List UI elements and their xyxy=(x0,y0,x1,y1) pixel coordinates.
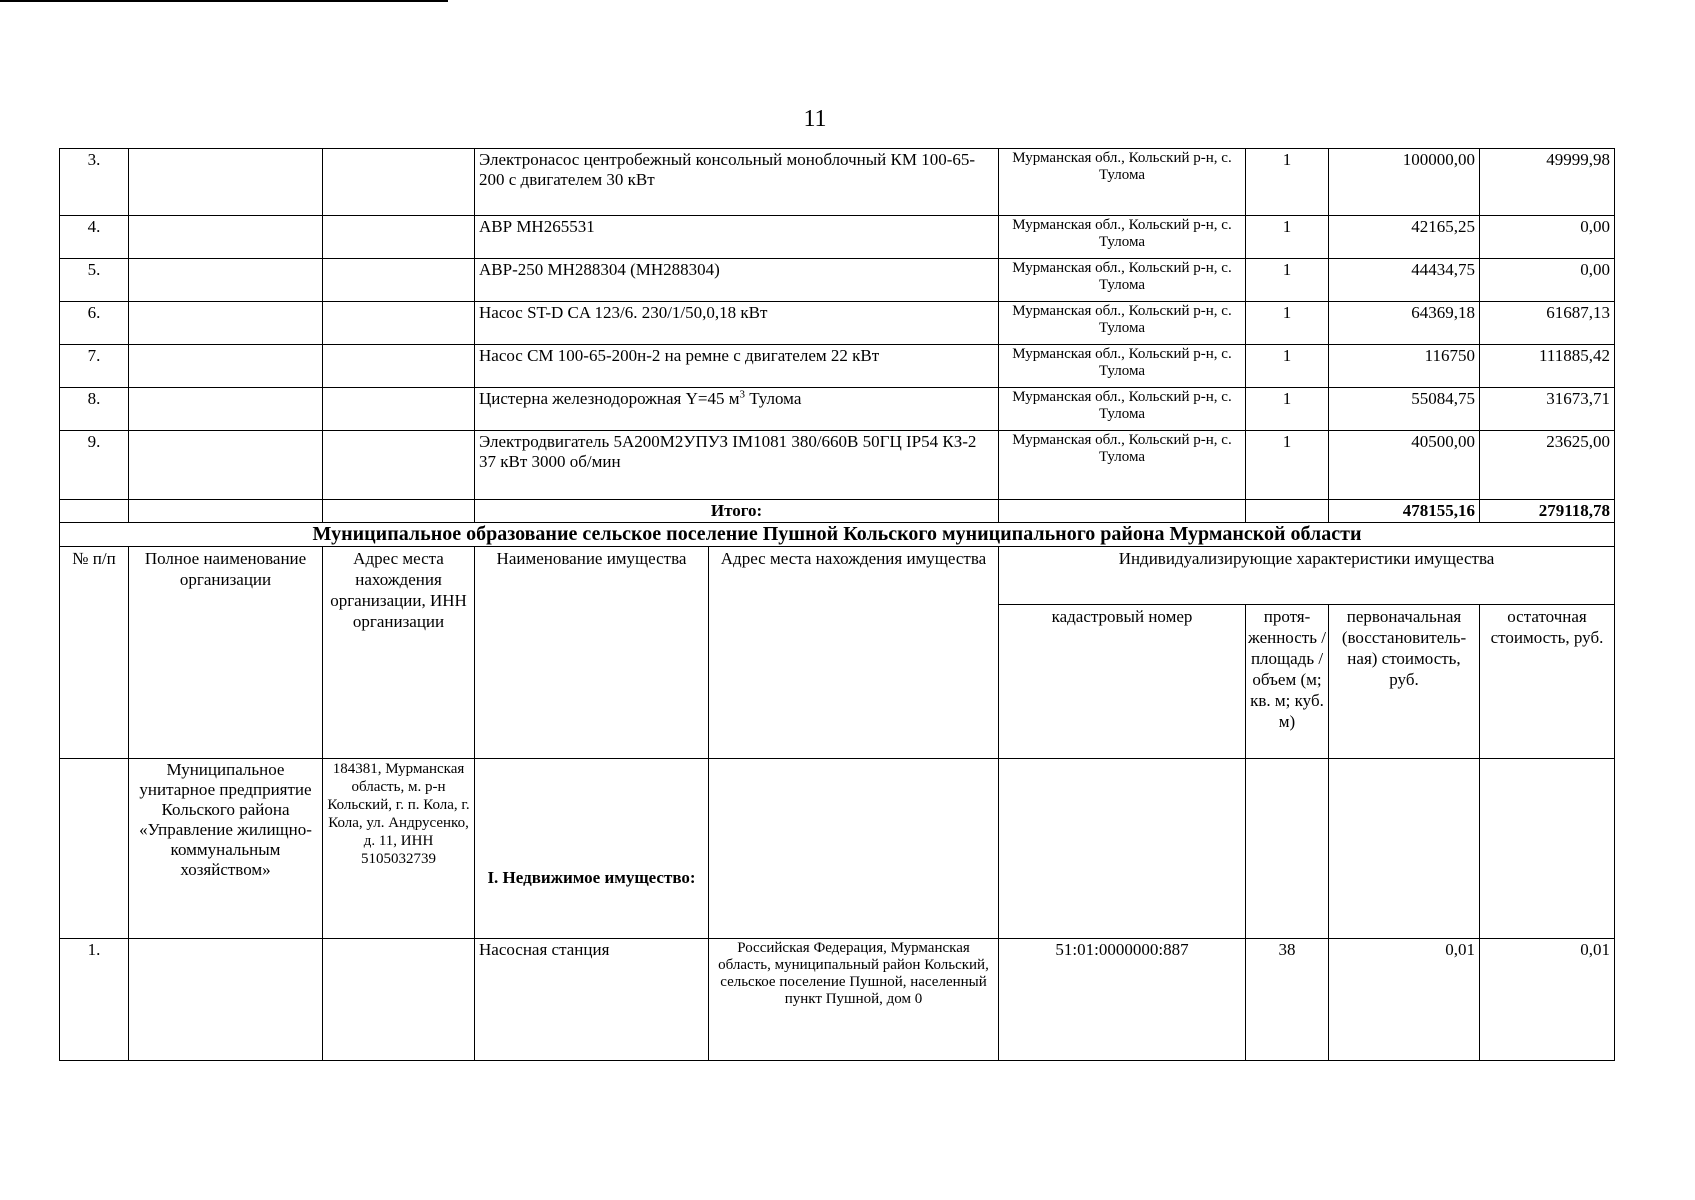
header-num: № п/п xyxy=(60,547,129,759)
residual-cost: 0,00 xyxy=(1480,216,1615,259)
empty-cell xyxy=(323,345,475,388)
empty-cell xyxy=(129,939,323,1061)
initial-cost: 64369,18 xyxy=(1329,302,1480,345)
initial-cost: 40500,00 xyxy=(1329,431,1480,500)
residual-cost: 61687,13 xyxy=(1480,302,1615,345)
empty-cell xyxy=(129,345,323,388)
quantity: 1 xyxy=(1246,302,1329,345)
empty-cell xyxy=(709,759,999,939)
empty-cell xyxy=(323,500,475,523)
empty-cell xyxy=(129,216,323,259)
property-name xyxy=(475,388,999,431)
header-row xyxy=(60,547,1615,605)
property-address: Мурманская обл., Кольский р-н, с. Тулома xyxy=(999,388,1246,431)
table-row xyxy=(60,345,1615,388)
organization-name: Муниципальное унитарное предприятие Кольского района «Управление жилищно- коммунальным хозяйством» xyxy=(129,759,323,939)
scan-edge-mark xyxy=(0,0,448,2)
initial-cost: 0,01 xyxy=(1329,939,1480,1061)
empty-cell xyxy=(129,500,323,523)
total-initial-cost: 478155,16 xyxy=(1329,500,1480,523)
page-number: 11 xyxy=(803,106,827,132)
table-row xyxy=(60,431,1615,500)
residual-cost: 31673,71 xyxy=(1480,388,1615,431)
quantity: 1 xyxy=(1246,345,1329,388)
header-initial-cost: первоначальная (восстановитель- ная) стоимость, руб. xyxy=(1329,605,1480,759)
residual-cost: 49999,98 xyxy=(1480,149,1615,216)
property-category: I. Недвижимое имущество: xyxy=(475,759,709,939)
property-address: Мурманская обл., Кольский р-н, с. Тулома xyxy=(999,345,1246,388)
header-property-name: Наименование имущества xyxy=(475,547,709,759)
table-row xyxy=(60,939,1615,1061)
quantity: 1 xyxy=(1246,149,1329,216)
empty-cell xyxy=(129,302,323,345)
empty-cell xyxy=(323,149,475,216)
empty-cell xyxy=(129,431,323,500)
property-register-table xyxy=(59,148,1615,1061)
empty-cell xyxy=(323,216,475,259)
residual-cost: 0,01 xyxy=(1480,939,1615,1061)
empty-cell xyxy=(323,388,475,431)
row-number: 3. xyxy=(60,149,129,216)
empty-cell xyxy=(323,259,475,302)
row-number: 4. xyxy=(60,216,129,259)
initial-cost: 116750 xyxy=(1329,345,1480,388)
quantity: 1 xyxy=(1246,216,1329,259)
section-title: Муниципальное образование сельское поселение Пушной Кольского муниципального района Мурманской области xyxy=(60,523,1615,547)
table-row xyxy=(60,388,1615,431)
quantity: 1 xyxy=(1246,388,1329,431)
header-length: протя- женность /площадь /объем (м; кв. м; куб. м) xyxy=(1246,605,1329,759)
empty-cell xyxy=(323,302,475,345)
cadastral-number: 51:01:0000000:887 xyxy=(999,939,1246,1061)
organization-row xyxy=(60,759,1615,939)
property-name: Насос СМ 100-65-200н-2 на ремне с двигателем 22 кВт xyxy=(475,345,999,388)
property-address: Мурманская обл., Кольский р-н, с. Тулома xyxy=(999,149,1246,216)
initial-cost: 44434,75 xyxy=(1329,259,1480,302)
empty-cell xyxy=(323,939,475,1061)
length-area: 38 xyxy=(1246,939,1329,1061)
row-number: 9. xyxy=(60,431,129,500)
property-name: Электродвигатель 5А200М2УПУЗ IM1081 380/660В 50ГЦ IP54 КЗ-2 37 кВт 3000 об/мин xyxy=(475,431,999,500)
property-name: Электронасос центробежный консольный моноблочный КМ 100-65-200 с двигателем 30 кВт xyxy=(475,149,999,216)
header-residual-cost: остаточная стоимость, руб. xyxy=(1480,605,1615,759)
property-address: Российская Федерация, Мурманская область, муниципальный район Кольский, сельское поселение Пушной, населенный пункт Пушной, дом 0 xyxy=(709,939,999,1061)
empty-cell xyxy=(1246,500,1329,523)
initial-cost: 55084,75 xyxy=(1329,388,1480,431)
property-name: АВР МН265531 xyxy=(475,216,999,259)
property-name-text: Цистерна железнодорожная Y=45 м xyxy=(479,389,740,408)
empty-cell xyxy=(129,149,323,216)
residual-cost: 111885,42 xyxy=(1480,345,1615,388)
empty-cell xyxy=(129,388,323,431)
organization-address: 184381, Мурманская область, м. р-н Кольский, г. п. Кола, г. Кола, ул. Андрусенко, д. 11, ИНН 5105032739 xyxy=(323,759,475,939)
row-number: 8. xyxy=(60,388,129,431)
property-address: Мурманская обл., Кольский р-н, с. Тулома xyxy=(999,259,1246,302)
initial-cost: 100000,00 xyxy=(1329,149,1480,216)
property-name: АВР-250 МН288304 (МН288304) xyxy=(475,259,999,302)
empty-cell xyxy=(1480,759,1615,939)
property-address: Мурманская обл., Кольский р-н, с. Тулома xyxy=(999,216,1246,259)
header-org-name: Полное наименование организации xyxy=(129,547,323,759)
total-row xyxy=(60,500,1615,523)
empty-cell xyxy=(129,259,323,302)
residual-cost: 23625,00 xyxy=(1480,431,1615,500)
quantity: 1 xyxy=(1246,431,1329,500)
table-row xyxy=(60,259,1615,302)
residual-cost: 0,00 xyxy=(1480,259,1615,302)
empty-cell xyxy=(60,500,129,523)
initial-cost: 42165,25 xyxy=(1329,216,1480,259)
header-property-address: Адрес места нахождения имущества xyxy=(709,547,999,759)
total-residual-cost: 279118,78 xyxy=(1480,500,1615,523)
row-number: 7. xyxy=(60,345,129,388)
total-label: Итого: xyxy=(475,500,999,523)
empty-cell xyxy=(60,759,129,939)
empty-cell xyxy=(999,500,1246,523)
table-row xyxy=(60,302,1615,345)
empty-cell xyxy=(1329,759,1480,939)
property-address: Мурманская обл., Кольский р-н, с. Тулома xyxy=(999,302,1246,345)
property-name-suffix: Тулома xyxy=(744,389,802,408)
header-characteristics: Индивидуализирующие характеристики имущества xyxy=(999,547,1615,605)
row-number: 5. xyxy=(60,259,129,302)
superscript-3: 3 xyxy=(739,388,745,401)
section-title-row xyxy=(60,523,1615,547)
property-name: Насос ST-D CA 123/6. 230/1/50,0,18 кВт xyxy=(475,302,999,345)
table-row xyxy=(60,216,1615,259)
row-number: 6. xyxy=(60,302,129,345)
quantity: 1 xyxy=(1246,259,1329,302)
header-cadastral: кадастровый номер xyxy=(999,605,1246,759)
property-address: Мурманская обл., Кольский р-н, с. Тулома xyxy=(999,431,1246,500)
row-number: 1. xyxy=(60,939,129,1061)
property-name: Насосная станция xyxy=(475,939,709,1061)
empty-cell xyxy=(999,759,1246,939)
empty-cell xyxy=(323,431,475,500)
empty-cell xyxy=(1246,759,1329,939)
table-row xyxy=(60,149,1615,216)
header-org-address: Адрес места нахождения организации, ИНН организации xyxy=(323,547,475,759)
